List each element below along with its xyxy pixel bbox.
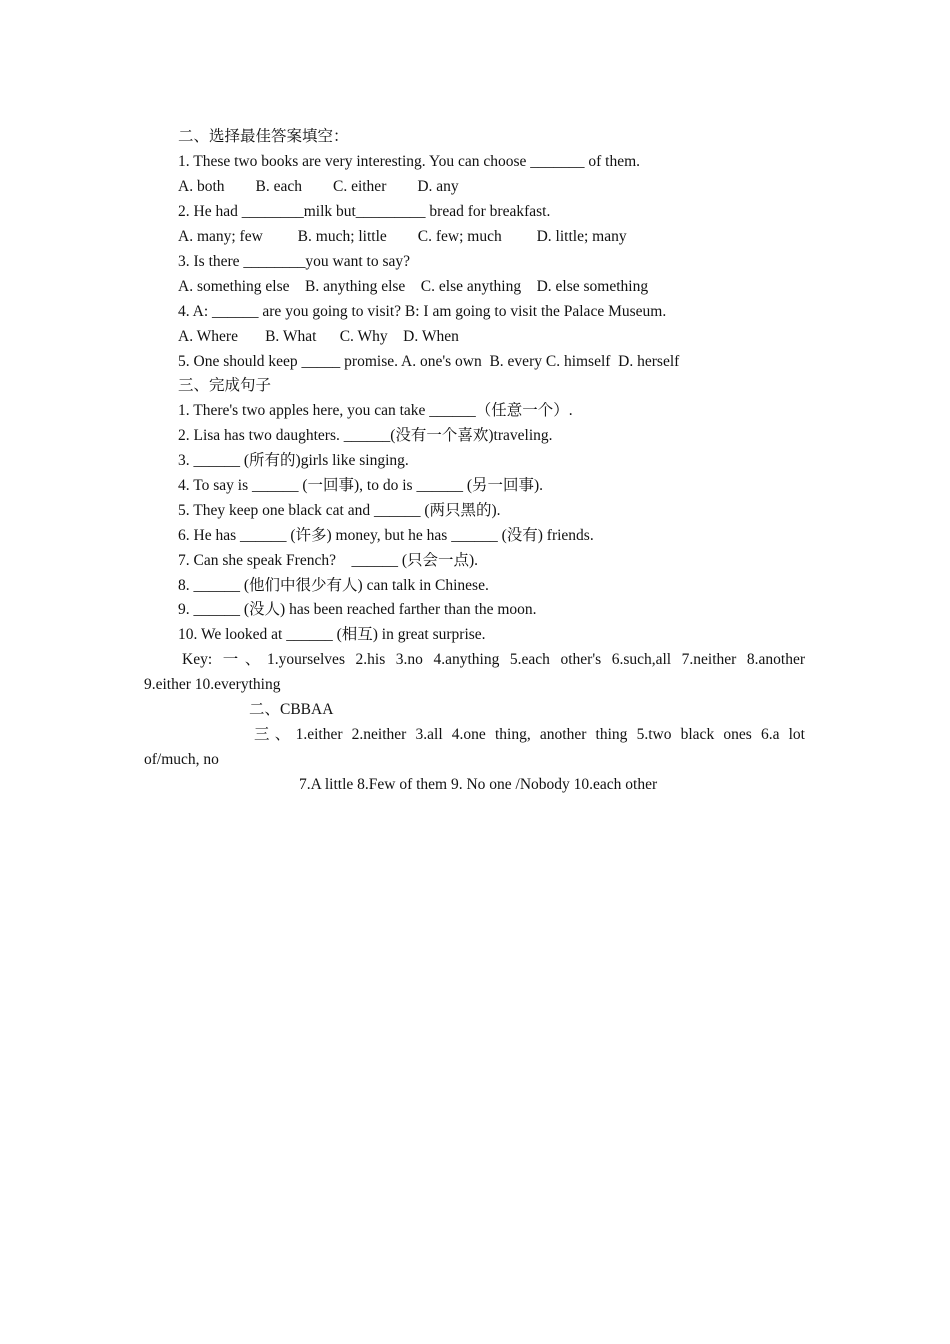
sentence-item: 3. ______ (所有的)girls like singing. — [178, 452, 409, 469]
answer-key-line-3-cont: of/much, no — [144, 751, 219, 768]
answer-key-line-2: 二、CBBAA — [249, 701, 334, 718]
sentence-item: 9. ______ (没人) has been reached farther than the moon. — [178, 601, 537, 618]
sentence-item: 5. They keep one black cat and ______ (两只黑的). — [178, 502, 501, 519]
question-2-stem: 2. He had ________milk but_________ bread for breakfast. — [178, 203, 551, 220]
question-3-stem: 3. Is there ________you want to say? — [178, 253, 411, 270]
sentence-item: 2. Lisa has two daughters. ______(没有一个喜欢)traveling. — [178, 427, 553, 444]
question-3-options: A. something else B. anything else C. else anything D. else something — [178, 278, 649, 295]
sentence-item: 1. There's two apples here, you can take ______（任意一个）. — [178, 402, 573, 419]
question-5-stem: 5. One should keep _____ promise. A. one's own B. every C. himself D. herself — [178, 353, 680, 370]
section-3-heading: 三、完成句子 — [178, 377, 272, 394]
question-4-stem: 4. A: ______ are you going to visit? B: I am going to visit the Palace Museum. — [178, 303, 667, 320]
sentence-item: 6. He has ______ (许多) money, but he has ______ (没有) friends. — [178, 527, 594, 544]
question-1-stem: 1. These two books are very interesting. You can choose _______ of them. — [178, 153, 641, 170]
sentence-item: 8. ______ (他们中很少有人) can talk in Chinese. — [178, 577, 489, 594]
question-2-options: A. many; few B. much; little C. few; much D. little; many — [178, 228, 627, 245]
sentence-item: 4. To say is ______ (一回事), to do is ______ (另一回事). — [178, 477, 544, 494]
question-1-options: A. both B. each C. either D. any — [178, 178, 459, 195]
answer-key-line-1-cont: 9.either 10.everything — [144, 676, 281, 693]
sentence-item: 10. We looked at ______ (相互) in great surprise. — [178, 626, 486, 643]
section-2-heading: 二、选择最佳答案填空： — [178, 128, 349, 145]
sentence-item: 7. Can she speak French? ______ (只会一点). — [178, 552, 479, 569]
question-4-options: A. Where B. What C. Why D. When — [178, 328, 459, 345]
answer-key-line-3: 三、1.either 2.neither 3.all 4.one thing, another thing 5.two black ones 6.a lot — [254, 726, 805, 743]
answer-key-line-4: 7.A little 8.Few of them 9. No one /Nobody 10.each other — [299, 776, 658, 793]
answer-key-line-1: Key: 一、1.yourselves 2.his 3.no 4.anything 5.each other's 6.such,all 7.neither 8.another — [182, 651, 805, 668]
